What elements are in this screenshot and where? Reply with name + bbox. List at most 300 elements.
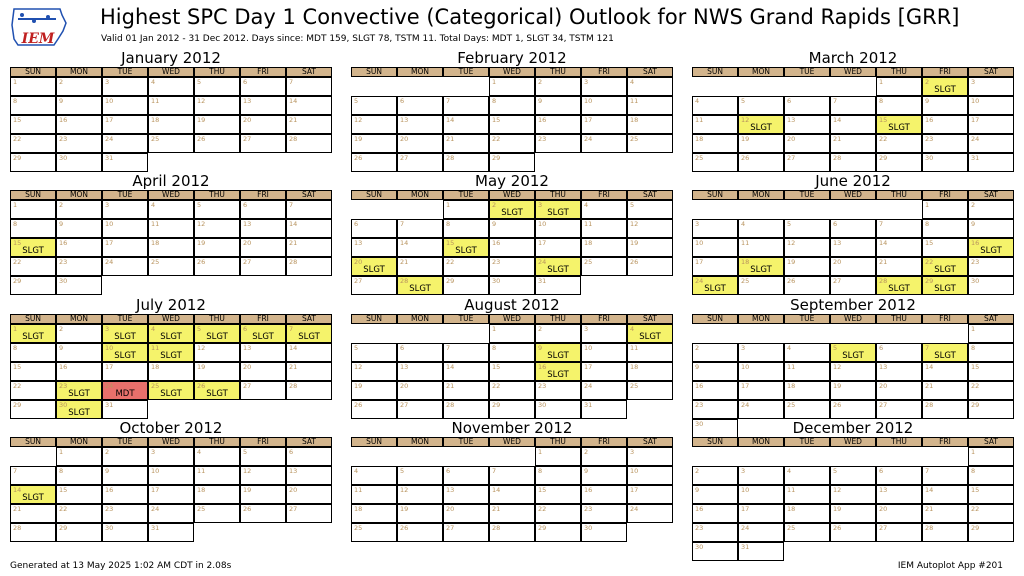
chart-title: Highest SPC Day 1 Convective (Categorical) Outlook for NWS Grand Rapids [GRR] [100, 5, 960, 29]
day-cell [56, 400, 102, 419]
day-number: 20 [243, 116, 252, 124]
day-number: 31 [538, 277, 547, 285]
day-number: 30 [925, 154, 934, 162]
day-cell [286, 219, 332, 238]
day-number: 1 [971, 448, 976, 456]
day-cell [692, 134, 738, 153]
day-number: 3 [741, 467, 746, 475]
day-number: 21 [879, 258, 888, 266]
day-cell [10, 343, 56, 362]
day-cell [443, 153, 489, 172]
day-number: 3 [971, 78, 976, 86]
day-cell [10, 96, 56, 115]
month-title: December 2012 [792, 419, 914, 437]
weekday-label: SAT [968, 67, 1014, 77]
day-cell [148, 134, 194, 153]
day-number: 28 [492, 524, 501, 532]
day-number: 8 [59, 467, 64, 475]
day-number: 19 [400, 505, 409, 513]
day-number: 15 [13, 239, 22, 247]
day-cell [148, 523, 194, 542]
day-cell [535, 96, 581, 115]
day-cell [240, 77, 286, 96]
day-cell [397, 96, 443, 115]
day-cell [397, 153, 443, 172]
day-cell [102, 134, 148, 153]
day-cell [535, 238, 581, 257]
day-cell [102, 362, 148, 381]
weekday-label: SAT [968, 437, 1014, 447]
day-number: 18 [787, 505, 796, 513]
day-cell [738, 485, 784, 504]
day-cell [194, 324, 240, 343]
day-cell [738, 362, 784, 381]
weekday-label: SUN [351, 314, 397, 324]
day-number: 2 [538, 325, 543, 333]
day-number: 4 [584, 201, 589, 209]
day-cell [10, 485, 56, 504]
day-number: 18 [584, 239, 593, 247]
day-cell [876, 257, 922, 276]
day-number: 9 [105, 467, 110, 475]
day-number: 9 [971, 220, 976, 228]
day-number: 30 [59, 154, 68, 162]
day-cell [489, 381, 535, 400]
day-cell [784, 276, 830, 295]
day-cell [922, 219, 968, 238]
day-number: 11 [741, 239, 750, 247]
day-cell [148, 115, 194, 134]
day-cell [240, 362, 286, 381]
day-cell [351, 219, 397, 238]
day-number: 30 [971, 277, 980, 285]
day-number: 2 [695, 467, 700, 475]
day-number: 4 [197, 448, 202, 456]
outlook-label: SLGT [704, 284, 726, 294]
day-cell [968, 343, 1014, 362]
day-cell [489, 219, 535, 238]
day-cell [535, 447, 581, 466]
day-number: 6 [243, 201, 248, 209]
weekday-header [692, 437, 1014, 447]
day-cell [876, 466, 922, 485]
day-cell [240, 200, 286, 219]
outlook-label: SLGT [547, 351, 569, 361]
day-number: 12 [833, 363, 842, 371]
day-cell [692, 485, 738, 504]
day-number: 21 [925, 505, 934, 513]
weekday-label: MON [397, 437, 443, 447]
day-cell [876, 77, 922, 96]
day-number: 7 [400, 220, 405, 228]
day-number: 24 [584, 135, 593, 143]
month-title: March 2012 [808, 49, 898, 67]
day-number: 15 [13, 116, 22, 124]
day-number: 15 [971, 486, 980, 494]
day-cell [830, 485, 876, 504]
day-cell [627, 362, 673, 381]
day-cell [830, 276, 876, 295]
day-cell [56, 96, 102, 115]
weekday-label: SUN [10, 67, 56, 77]
day-cell [922, 523, 968, 542]
day-cell [922, 238, 968, 257]
month-title: May 2012 [475, 172, 549, 190]
weekday-label: MON [56, 190, 102, 200]
day-cell [968, 362, 1014, 381]
day-cell [102, 96, 148, 115]
day-number: 5 [354, 97, 359, 105]
day-number: 8 [492, 97, 497, 105]
day-cell [830, 466, 876, 485]
day-cell [922, 200, 968, 219]
weekday-label: SAT [286, 67, 332, 77]
day-cell [10, 257, 56, 276]
day-number: 2 [492, 201, 497, 209]
day-cell [535, 523, 581, 542]
day-cell [443, 115, 489, 134]
day-cell [692, 257, 738, 276]
day-number: 12 [787, 239, 796, 247]
day-cell [627, 257, 673, 276]
day-cell [489, 466, 535, 485]
day-cell [240, 219, 286, 238]
outlook-label: SLGT [114, 351, 136, 361]
day-cell [102, 219, 148, 238]
day-cell [56, 485, 102, 504]
day-number: 17 [105, 116, 114, 124]
day-cell [922, 276, 968, 295]
day-number: 5 [741, 97, 746, 105]
day-number: 27 [354, 277, 363, 285]
day-number: 27 [243, 135, 252, 143]
day-number: 22 [492, 382, 501, 390]
day-cell [102, 115, 148, 134]
day-number: 3 [105, 325, 110, 333]
day-number: 23 [971, 258, 980, 266]
day-number: 13 [400, 116, 409, 124]
weekday-label: SUN [351, 437, 397, 447]
day-cell [351, 343, 397, 362]
day-cell [876, 115, 922, 134]
day-cell [784, 485, 830, 504]
day-cell [784, 238, 830, 257]
day-cell [286, 381, 332, 400]
day-cell [581, 257, 627, 276]
day-number: 19 [833, 505, 842, 513]
day-cell [443, 219, 489, 238]
day-number: 18 [630, 116, 639, 124]
day-cell [194, 381, 240, 400]
day-cell [968, 257, 1014, 276]
day-number: 5 [197, 201, 202, 209]
day-cell [876, 343, 922, 362]
day-cell [535, 324, 581, 343]
day-cell [194, 257, 240, 276]
day-cell [286, 200, 332, 219]
day-number: 26 [354, 154, 363, 162]
outlook-label: SLGT [206, 332, 228, 342]
weekday-label: WED [148, 67, 194, 77]
month-title: February 2012 [457, 49, 567, 67]
day-cell [56, 343, 102, 362]
day-cell [148, 257, 194, 276]
day-number: 10 [695, 239, 704, 247]
day-number: 17 [584, 116, 593, 124]
day-number: 22 [925, 258, 934, 266]
day-number: 1 [971, 325, 976, 333]
weekday-label: WED [830, 437, 876, 447]
day-number: 31 [105, 401, 114, 409]
day-cell [102, 324, 148, 343]
day-number: 7 [446, 97, 451, 105]
day-number: 8 [879, 97, 884, 105]
day-cell [830, 362, 876, 381]
day-cell [535, 343, 581, 362]
day-number: 26 [354, 401, 363, 409]
day-cell [876, 134, 922, 153]
weekday-label: SAT [286, 437, 332, 447]
day-cell [397, 115, 443, 134]
day-number: 1 [13, 325, 18, 333]
outlook-label: SLGT [22, 332, 44, 342]
day-cell [876, 276, 922, 295]
day-cell [194, 96, 240, 115]
outlook-label: SLGT [501, 208, 523, 218]
day-number: 28 [289, 135, 298, 143]
day-number: 18 [741, 258, 750, 266]
weekday-label: SAT [627, 314, 673, 324]
day-number: 26 [833, 524, 842, 532]
day-number: 7 [492, 467, 497, 475]
day-cell [56, 257, 102, 276]
day-number: 19 [197, 116, 206, 124]
day-number: 24 [584, 382, 593, 390]
day-number: 19 [833, 382, 842, 390]
day-number: 17 [151, 486, 160, 494]
day-number: 8 [446, 220, 451, 228]
day-number: 24 [741, 401, 750, 409]
day-cell [581, 219, 627, 238]
day-number: 15 [925, 239, 934, 247]
day-number: 15 [59, 486, 68, 494]
day-number: 18 [695, 135, 704, 143]
day-cell [784, 219, 830, 238]
day-cell [489, 276, 535, 295]
day-cell [148, 362, 194, 381]
day-number: 25 [630, 135, 639, 143]
day-cell [535, 257, 581, 276]
day-cell [351, 276, 397, 295]
weekday-header [351, 437, 673, 447]
day-cell [489, 324, 535, 343]
day-cell [968, 485, 1014, 504]
weekday-label: THU [194, 314, 240, 324]
day-number: 26 [197, 258, 206, 266]
day-cell [738, 238, 784, 257]
day-cell [286, 447, 332, 466]
day-cell [968, 77, 1014, 96]
day-cell [102, 238, 148, 257]
outlook-label: SLGT [409, 284, 431, 294]
day-cell [968, 381, 1014, 400]
day-number: 28 [446, 154, 455, 162]
day-number: 14 [289, 220, 298, 228]
day-number: 4 [354, 467, 359, 475]
day-number: 5 [787, 220, 792, 228]
day-number: 16 [925, 116, 934, 124]
day-number: 1 [538, 448, 543, 456]
outlook-label: SLGT [842, 351, 864, 361]
day-cell [968, 153, 1014, 172]
day-number: 24 [151, 505, 160, 513]
day-cell [489, 257, 535, 276]
day-number: 29 [925, 277, 934, 285]
day-cell [10, 200, 56, 219]
day-cell [148, 447, 194, 466]
day-cell [286, 77, 332, 96]
day-cell [692, 219, 738, 238]
day-cell [876, 504, 922, 523]
day-cell [443, 485, 489, 504]
day-number: 4 [787, 344, 792, 352]
weekday-label: SUN [10, 314, 56, 324]
weekday-label: TUE [443, 67, 489, 77]
day-number: 2 [105, 448, 110, 456]
day-cell [784, 523, 830, 542]
day-cell [397, 466, 443, 485]
day-cell [489, 504, 535, 523]
day-number: 22 [446, 258, 455, 266]
day-number: 29 [59, 524, 68, 532]
day-number: 19 [354, 135, 363, 143]
weekday-label: THU [876, 67, 922, 77]
day-cell [397, 257, 443, 276]
day-cell [830, 238, 876, 257]
day-number: 20 [400, 382, 409, 390]
day-number: 3 [151, 448, 156, 456]
day-cell [10, 381, 56, 400]
day-cell [148, 504, 194, 523]
day-cell [535, 200, 581, 219]
day-number: 29 [13, 154, 22, 162]
weekday-label: MON [56, 314, 102, 324]
day-number: 25 [787, 401, 796, 409]
day-number: 16 [59, 116, 68, 124]
day-number: 21 [289, 116, 298, 124]
day-cell [922, 362, 968, 381]
day-number: 22 [971, 382, 980, 390]
day-number: 23 [492, 258, 501, 266]
day-number: 22 [13, 382, 22, 390]
day-number: 26 [197, 382, 206, 390]
weekday-label: FRI [240, 314, 286, 324]
day-cell [738, 115, 784, 134]
day-cell [443, 504, 489, 523]
day-number: 2 [584, 448, 589, 456]
day-cell [830, 134, 876, 153]
day-number: 6 [400, 97, 405, 105]
day-number: 12 [833, 486, 842, 494]
day-number: 3 [741, 344, 746, 352]
day-number: 29 [879, 154, 888, 162]
day-number: 31 [584, 401, 593, 409]
weekday-header [10, 437, 332, 447]
weekday-label: WED [830, 190, 876, 200]
day-number: 17 [538, 239, 547, 247]
day-cell [102, 504, 148, 523]
day-cell [102, 257, 148, 276]
day-cell [240, 447, 286, 466]
day-number: 7 [289, 325, 294, 333]
day-cell [102, 466, 148, 485]
day-cell [351, 485, 397, 504]
day-cell [784, 466, 830, 485]
weekday-label: SAT [627, 437, 673, 447]
day-number: 8 [971, 467, 976, 475]
day-number: 2 [59, 325, 64, 333]
weekday-label: MON [397, 190, 443, 200]
day-cell [10, 466, 56, 485]
day-number: 10 [105, 344, 114, 352]
day-cell [351, 115, 397, 134]
weekday-label: SAT [286, 314, 332, 324]
day-number: 1 [59, 448, 64, 456]
day-cell [692, 276, 738, 295]
day-number: 8 [13, 344, 18, 352]
day-cell [489, 96, 535, 115]
day-number: 6 [446, 467, 451, 475]
day-number: 14 [400, 239, 409, 247]
day-cell [738, 504, 784, 523]
day-cell [10, 153, 56, 172]
day-number: 28 [925, 401, 934, 409]
day-cell [738, 96, 784, 115]
day-cell [627, 96, 673, 115]
day-cell [286, 134, 332, 153]
day-number: 20 [879, 382, 888, 390]
day-cell [194, 447, 240, 466]
day-number: 7 [289, 78, 294, 86]
day-number: 15 [13, 363, 22, 371]
app-label: IEM Autoplot App #201 [897, 561, 1003, 571]
day-cell [581, 504, 627, 523]
day-number: 15 [492, 116, 501, 124]
outlook-label: SLGT [298, 332, 320, 342]
outlook-label: SLGT [363, 265, 385, 275]
day-number: 18 [151, 363, 160, 371]
day-number: 8 [13, 220, 18, 228]
weekday-header [692, 314, 1014, 324]
weekday-label: FRI [922, 437, 968, 447]
day-number: 10 [105, 97, 114, 105]
day-cell [443, 134, 489, 153]
day-number: 23 [59, 258, 68, 266]
outlook-label: SLGT [547, 208, 569, 218]
day-cell [581, 343, 627, 362]
day-cell [535, 219, 581, 238]
day-number: 23 [105, 505, 114, 513]
day-number: 6 [243, 78, 248, 86]
day-number: 7 [833, 97, 838, 105]
month-title: April 2012 [132, 172, 210, 190]
weekday-header [692, 190, 1014, 200]
outlook-label: SLGT [22, 246, 44, 256]
day-number: 16 [538, 363, 547, 371]
day-number: 16 [695, 382, 704, 390]
day-cell [351, 257, 397, 276]
day-cell [535, 485, 581, 504]
